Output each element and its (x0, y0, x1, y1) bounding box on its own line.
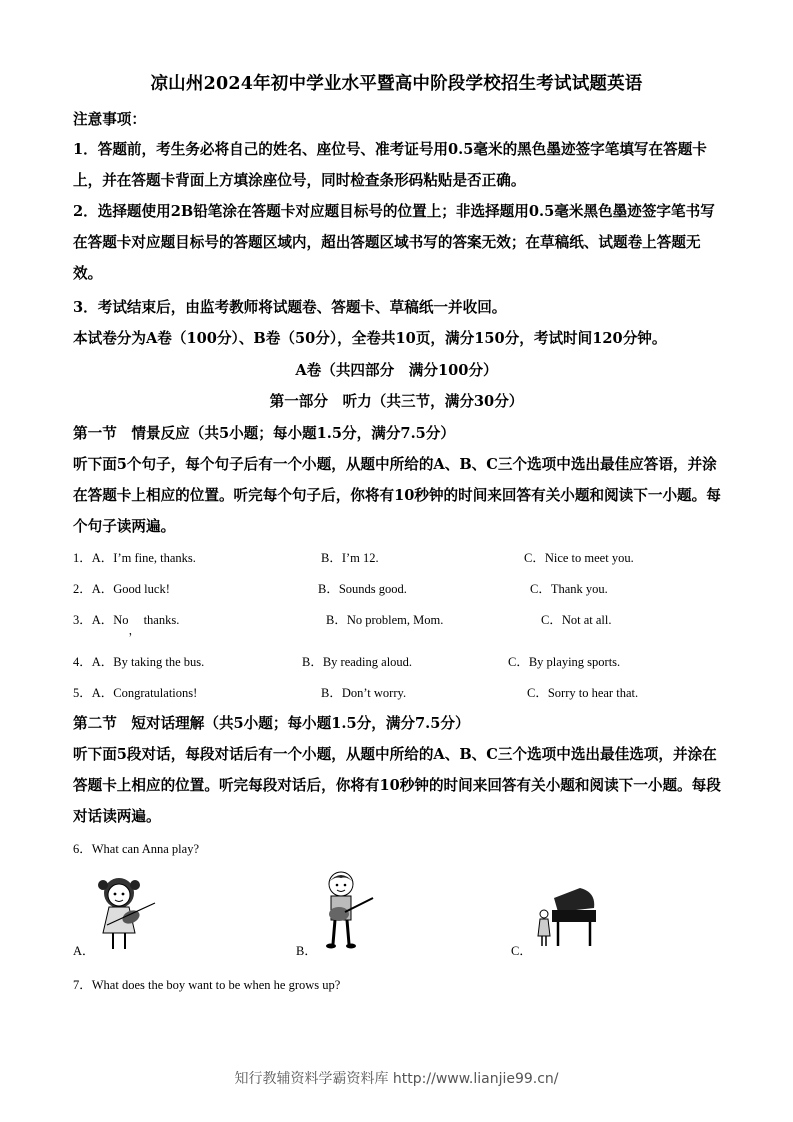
question-2-option-c: C．Thank you. (530, 582, 608, 596)
question-6-option-b-label: B． (296, 944, 317, 958)
question-5-option-a: 5．A．Congratulations! (73, 686, 198, 700)
question-1-option-a: 1．A．I’m fine, thanks. (73, 551, 196, 565)
boy-playing-guitar-image (317, 868, 379, 952)
question-4-option-b: B．By reading aloud. (302, 655, 413, 669)
question-3-option-a-end: thanks. (143, 613, 180, 627)
question-2-option-b: B．Sounds good. (318, 582, 407, 596)
question-4-option-a: 4．A．By taking the bus. (73, 655, 205, 669)
question-3-comma-mark: ， (128, 625, 140, 637)
question-4-option-c: C．By playing sports. (508, 655, 621, 669)
question-3-option-c: C．Not at all. (541, 613, 612, 627)
page-title: 凉山州2024年初中学业水平暨高中阶段学校招生考试试题英语 (150, 74, 643, 94)
notice-item-3: 3．考试结束后，由监考教师将试题卷、答题卡、草稿纸一并收回。 (73, 299, 507, 316)
girl-playing-piano-image (534, 884, 600, 950)
volume-a-heading: A卷（共四部分 满分100分） (295, 362, 498, 379)
notice-item-1: 1．答题前，考生务必将自己的姓名、座位号、准考证号用0.5毫米的黑色墨迹签字笔填写在答题卡上，并在答题卡背面上方填涂座位号，同时检查条形码粘贴是否正确。 (73, 141, 707, 189)
footer-watermark: 知行教辅资料学霸资料库 http://www.lianjie99.cn/ (234, 1071, 559, 1087)
exam-summary: 本试卷分为A卷（100分）、B卷（50分），全卷共10页，满分150分，考试时间120分钟。 (73, 330, 667, 347)
question-3-option-a (73, 610, 180, 637)
question-3-option-a-start: 3．A．No (73, 613, 129, 627)
section-1-heading: 第一节 情景反应（共5小题；每小题1.5分，满分7.5分） (73, 425, 455, 442)
notice-item-2: 2．选择题使用2B铅笔涂在答题卡对应题目标号的位置上；非选择题用0.5毫米黑色墨迹签字笔书写在答题卡对应题目标号的答题区域内，超出答题区域书写的答案无效；在草稿纸、试题卷上答题无效。 (73, 203, 715, 282)
question-1-option-c: C．Nice to meet you. (524, 551, 634, 565)
question-6-option-a-label: A． (73, 944, 95, 958)
part-1-heading: 第一部分 听力（共三节，满分30分） (269, 393, 524, 410)
question-2-option-a: 2．A．Good luck! (73, 582, 170, 596)
question-7: 7．What does the boy want to be when he grows up? (73, 978, 341, 992)
question-6-option-c-label: C． (511, 944, 532, 958)
question-5-option-b: B．Don’t worry. (321, 686, 407, 700)
question-3-option-b: B．No problem, Mom. (326, 613, 444, 627)
section-1-instruction: 听下面5个句子，每个句子后有一个小题，从题中所给的A、B、C三个选项中选出最佳应答语，并涂在答题卡上相应的位置。听完每个句子后，你将有10秒钟的时间来回答有关小题和阅读下一小题。每个句子读两遍。 (73, 456, 721, 535)
girl-playing-violin-image (89, 873, 161, 953)
section-2-instruction: 听下面5段对话，每段对话后有一个小题，从题中所给的A、B、C三个选项中选出最佳选项，并涂在答题卡上相应的位置。听完每段对话后，你将有10秒钟的时间来回答有关小题和阅读下一小题。每段对话读两遍。 (73, 746, 721, 825)
question-1-option-b: B．I’m 12. (321, 551, 379, 565)
notice-heading: 注意事项： (73, 111, 146, 128)
question-5-option-c: C．Sorry to hear that. (527, 686, 639, 700)
section-2-heading: 第二节 短对话理解（共5小题；每小题1.5分，满分7.5分） (73, 715, 470, 732)
question-6: 6．What can Anna play? (73, 842, 199, 856)
